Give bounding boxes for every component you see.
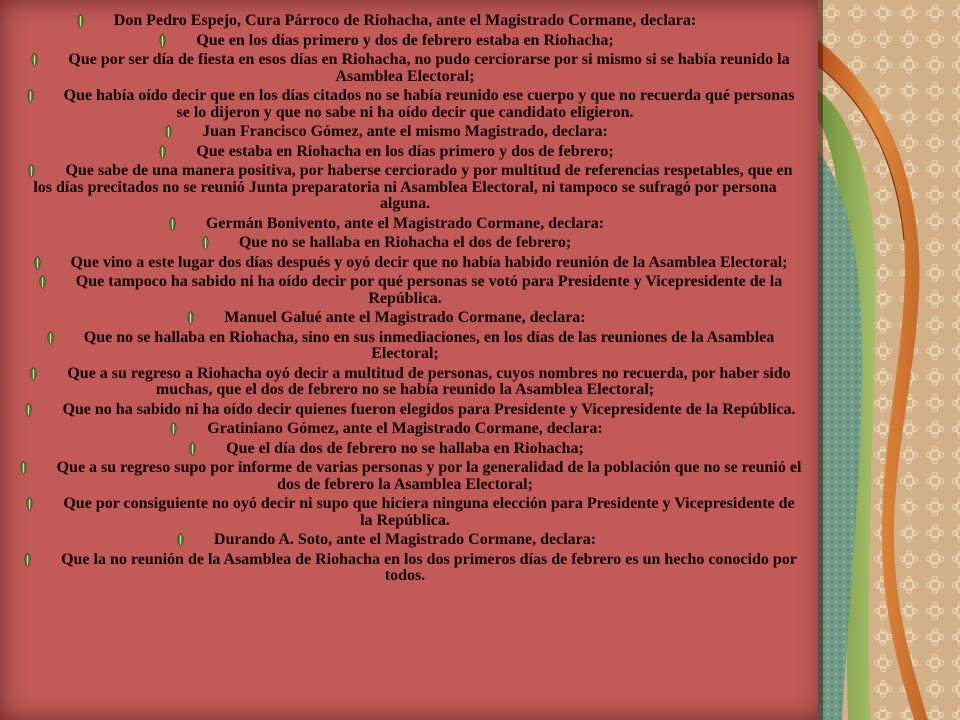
leaf-bullet-icon bbox=[168, 217, 177, 231]
paragraph-text: Que tampoco ha sabido ni ha oído decir por qué personas se votó para Presidente y Vicepresidente de la República. bbox=[75, 273, 783, 307]
leaf-bullet-icon bbox=[76, 14, 85, 28]
paragraph-text: Que había oído decir que en los días citados no se había reunido ese cuerpo y que no recuerda qué personas se lo dijeron y que no sabe ni ha oído decir que candidato eligieron. bbox=[63, 87, 795, 121]
testimony-paragraph bbox=[8, 330, 802, 363]
paragraph-text: Que sabe de una manera positiva, por haberse cerciorado y por multitud de referencias respetables, que en los días precitados no se reunió Junta preparatoria ni Asamblea Electoral, ni tampoco se sufragó por persona alguna. bbox=[33, 162, 793, 212]
leaf-bullet-icon bbox=[38, 275, 47, 289]
testimony-paragraph bbox=[8, 88, 802, 121]
declarant-heading bbox=[8, 310, 802, 327]
testimony-paragraph bbox=[8, 496, 802, 529]
leaf-bullet-icon bbox=[25, 497, 34, 511]
leaf-bullet-icon bbox=[201, 236, 210, 250]
leaf-bullet-icon bbox=[30, 53, 39, 67]
leaf-bullet-icon bbox=[33, 256, 42, 270]
paragraph-text: Manuel Galué ante el Magistrado Cormane, declara: bbox=[224, 309, 586, 326]
declarant-heading bbox=[8, 532, 802, 549]
testimony-paragraph bbox=[8, 460, 802, 493]
leaf-bullet-icon bbox=[26, 89, 35, 103]
testimony-paragraph bbox=[8, 366, 802, 399]
paragraph-text: Gratiniano Gómez, ante el Magistrado Cormane, declara: bbox=[207, 420, 603, 437]
leaf-bullet-icon bbox=[24, 403, 33, 417]
paragraph-text: Durando A. Soto, ante el Magistrado Cormane, declara: bbox=[213, 531, 597, 548]
declarant-heading bbox=[8, 421, 802, 438]
leaf-bullet-icon bbox=[27, 164, 36, 178]
declarant-heading bbox=[8, 13, 802, 30]
declarant-heading bbox=[8, 33, 802, 50]
testimony-paragraph bbox=[8, 52, 802, 85]
paragraph-text: Juan Francisco Gómez, ante el mismo Magistrado, declara: bbox=[202, 123, 608, 140]
paragraph-text: Que por ser día de fiesta en esos días en Riohacha, no pudo cerciorarse por si mismo si se había reunido la Asamblea Electoral; bbox=[68, 51, 790, 85]
testimony-paragraph bbox=[8, 274, 802, 307]
leaf-bullet-icon bbox=[186, 311, 195, 325]
testimony-paragraph bbox=[8, 255, 802, 272]
leaf-bullet-icon bbox=[176, 533, 185, 547]
decorative-artwork bbox=[818, 0, 960, 720]
decorative-side-panel bbox=[818, 0, 960, 720]
testimony-paragraph bbox=[8, 552, 802, 585]
paragraph-text: Que por consiguiente no oyó decir ni supo que hiciera ninguna elección para Presidente y Vicepresidente de la República. bbox=[63, 495, 795, 529]
testimony-paragraph bbox=[8, 163, 802, 213]
leaf-bullet-icon bbox=[23, 553, 32, 567]
paragraph-text: Que a su regreso a Riohacha oyó decir a multitud de personas, cuyos nombres no recuerda, por haber sido muchas, que el dos de febrero no se había reunido la Asamblea Electoral; bbox=[67, 364, 791, 398]
paragraph-text: Que vino a este lugar dos días después y oyó decir que no había habido reunión de la Asamblea Electoral; bbox=[70, 253, 788, 271]
leaf-bullet-icon bbox=[158, 34, 167, 48]
paragraph-text: Que a su regreso supo por informe de varias personas y por la generalidad de la población que no se reunió el dos de febrero la Asamblea Electoral; bbox=[56, 459, 802, 493]
leaf-bullet-icon bbox=[46, 331, 55, 345]
paragraph-text: Que estaba en Riohacha en los días primero y dos de febrero; bbox=[196, 142, 614, 160]
paragraph-text: Que en los días primero y dos de febrero estaba en Riohacha; bbox=[196, 31, 614, 49]
leaf-bullet-icon bbox=[169, 422, 178, 436]
paragraph-text: Que la no reunión de la Asamblea de Riohacha en los dos primeros días de febrero es un hecho conocido por todos. bbox=[61, 550, 797, 584]
declarant-heading bbox=[8, 124, 802, 141]
leaf-bullet-icon bbox=[164, 125, 173, 139]
leaf-bullet-icon bbox=[19, 461, 28, 475]
testimony-paragraph bbox=[8, 402, 802, 419]
leaf-bullet-icon bbox=[29, 367, 38, 381]
paragraph-text: Don Pedro Espejo, Cura Párroco de Riohacha, ante el Magistrado Cormane, declara: bbox=[113, 12, 697, 29]
declarant-heading bbox=[8, 144, 802, 161]
leaf-bullet-icon bbox=[188, 442, 197, 456]
declarant-heading bbox=[8, 235, 802, 252]
paragraph-text: Que no se hallaba en Riohacha el dos de febrero; bbox=[238, 234, 572, 251]
paragraph-text: Que no ha sabido ni ha oído decir quienes fueron elegidos para Presidente y Vicepresidente de la República. bbox=[62, 400, 796, 418]
paragraph-text: Que el día dos de febrero no se hallaba en Riohacha; bbox=[226, 439, 584, 457]
paragraph-text: Germán Bonivento, ante el Magistrado Cormane, declara: bbox=[205, 214, 605, 232]
declarant-heading bbox=[8, 216, 802, 233]
paragraph-text: Que no se hallaba en Riohacha, sino en sus inmediaciones, en los días de las reuniones de la Asamblea Electoral; bbox=[83, 328, 775, 362]
declarant-heading bbox=[8, 441, 802, 458]
leaf-bullet-icon bbox=[158, 145, 167, 159]
